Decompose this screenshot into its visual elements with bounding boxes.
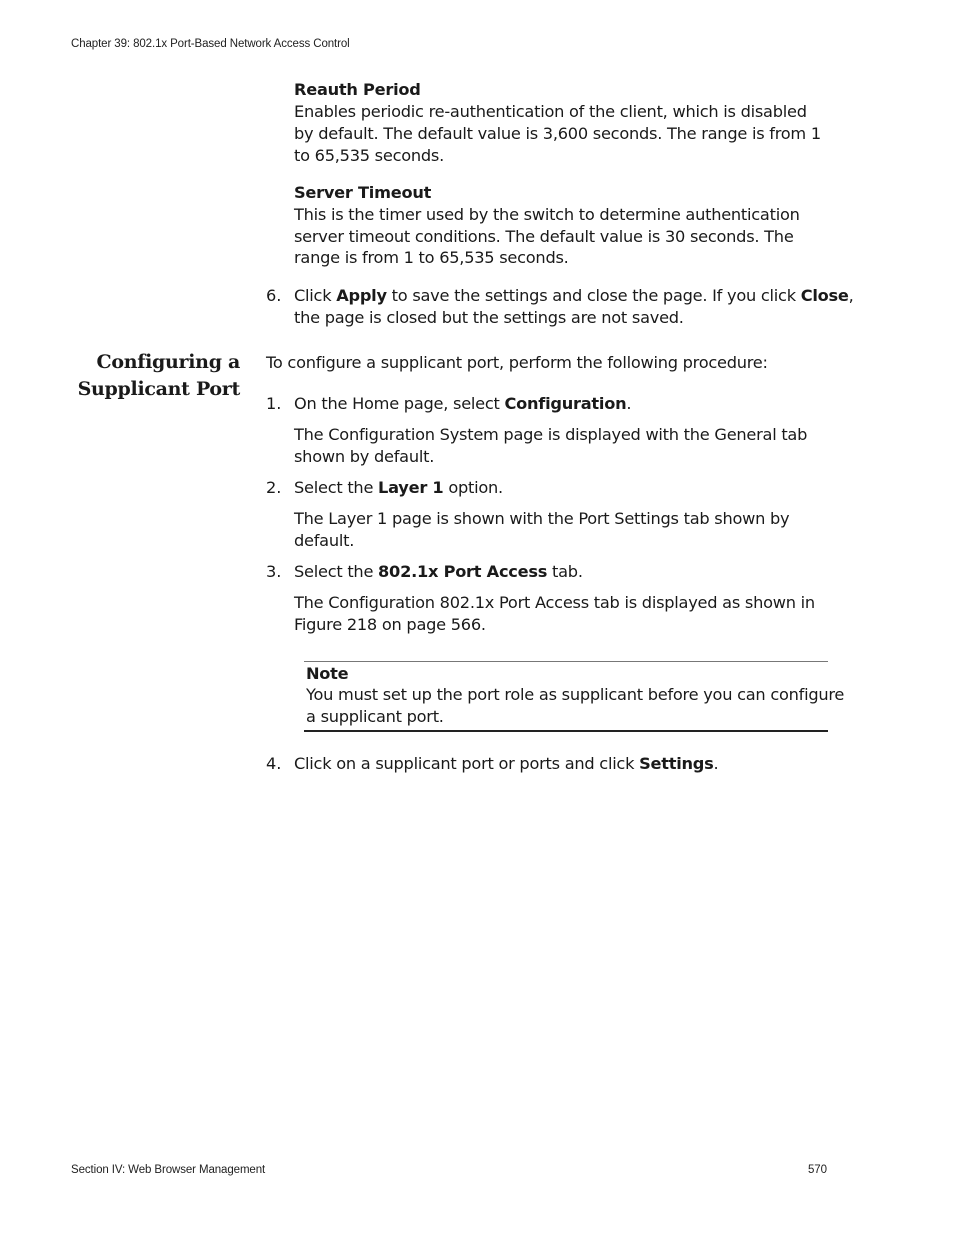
step-1-desc-line-1: The Configuration System page is displayed with the General tab bbox=[294, 425, 808, 444]
step-2-text-part: option. bbox=[443, 478, 503, 497]
section-intro: To configure a supplicant port, perform the following procedure: bbox=[266, 353, 768, 372]
step-2-desc-line-1: The Layer 1 page is shown with the Port Settings tab shown by bbox=[294, 509, 790, 528]
note-title: Note bbox=[306, 664, 349, 683]
step-2-text bbox=[294, 477, 503, 499]
port-access-term: 802.1x Port Access bbox=[378, 562, 548, 581]
page-number: 570 bbox=[808, 1164, 827, 1176]
layer-1-term: Layer 1 bbox=[378, 478, 444, 497]
reauth-period-line-1: Enables periodic re-authentication of the client, which is disabled bbox=[294, 102, 807, 121]
step-1-text-part: On the Home page, select bbox=[294, 394, 505, 413]
step-3-text bbox=[294, 561, 583, 583]
step-3-desc-line-2: Figure 218 on page 566. bbox=[294, 615, 486, 634]
server-timeout-line-3: range is from 1 to 65,535 seconds. bbox=[294, 248, 569, 267]
server-timeout-line-2: server timeout conditions. The default value is 30 seconds. The bbox=[294, 227, 794, 246]
reauth-period-title: Reauth Period bbox=[294, 80, 421, 99]
step-6-text-part: to save the settings and close the page. If you click bbox=[386, 286, 801, 305]
apply-term: Apply bbox=[336, 286, 387, 305]
server-timeout-line-1: This is the timer used by the switch to determine authentication bbox=[294, 205, 800, 224]
step-2-number: 2. bbox=[266, 478, 282, 497]
step-1-number: 1. bbox=[266, 394, 282, 413]
note-top-rule bbox=[304, 661, 828, 662]
footer-section: Section IV: Web Browser Management bbox=[71, 1164, 266, 1176]
step-4-text-part: Click on a supplicant port or ports and click bbox=[294, 754, 640, 773]
step-6-text bbox=[294, 285, 854, 307]
step-1-text bbox=[294, 393, 631, 415]
step-4-number: 4. bbox=[266, 754, 282, 773]
running-header: Chapter 39: 802.1x Port-Based Network Access Control bbox=[71, 38, 350, 50]
settings-term: Settings bbox=[639, 754, 714, 773]
reauth-period-line-3: to 65,535 seconds. bbox=[294, 146, 444, 165]
step-6-text-part: , bbox=[848, 286, 854, 305]
step-3-desc-line-1: The Configuration 802.1x Port Access tab is displayed as shown in bbox=[294, 593, 815, 612]
reauth-period-line-2: by default. The default value is 3,600 seconds. The range is from 1 bbox=[294, 124, 821, 143]
configuration-term: Configuration bbox=[504, 394, 627, 413]
step-1-desc-line-2: shown by default. bbox=[294, 447, 435, 466]
step-6-number: 6. bbox=[266, 286, 282, 305]
close-term: Close bbox=[800, 286, 849, 305]
step-1-text-part: . bbox=[626, 394, 632, 413]
step-6-line-2: the page is closed but the settings are not saved. bbox=[294, 308, 684, 327]
step-2-text-part: Select the bbox=[294, 478, 379, 497]
step-3-number: 3. bbox=[266, 562, 282, 581]
section-heading-line-1: Configuring a bbox=[96, 351, 240, 373]
step-4-text bbox=[294, 753, 718, 775]
server-timeout-title: Server Timeout bbox=[294, 183, 432, 202]
note-line-1: You must set up the port role as supplicant before you can configure bbox=[306, 685, 845, 704]
section-heading-line-2: Supplicant Port bbox=[77, 378, 240, 400]
step-4-text-part: . bbox=[713, 754, 719, 773]
step-6-text-part: Click bbox=[294, 286, 337, 305]
step-3-text-part: Select the bbox=[294, 562, 379, 581]
step-3-text-part: tab. bbox=[547, 562, 583, 581]
section-heading bbox=[0, 349, 240, 403]
step-2-desc-line-2: default. bbox=[294, 531, 355, 550]
note-line-2: a supplicant port. bbox=[306, 707, 444, 726]
note-bottom-rule bbox=[304, 730, 828, 732]
